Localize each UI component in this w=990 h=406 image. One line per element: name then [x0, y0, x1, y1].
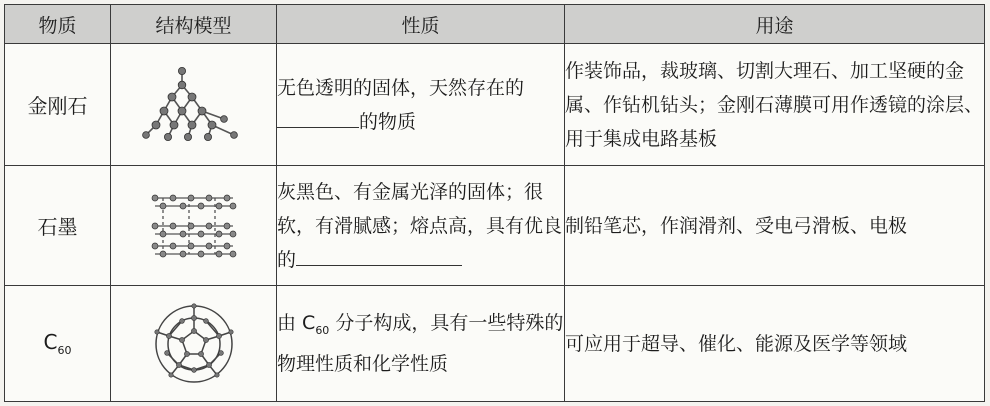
header-substance: 物质	[5, 5, 111, 44]
c60-structure-icon	[151, 301, 237, 387]
header-row	[5, 5, 985, 44]
substance-name: 石墨	[5, 166, 111, 286]
header-uses: 用途	[565, 5, 985, 44]
substance-name: $C_{60}$	[5, 286, 111, 402]
property-text-end: 的物质	[359, 110, 417, 133]
properties-cell	[277, 44, 565, 166]
uses-cell: 可应用于超导、催化、能源及医学等领域	[565, 286, 985, 402]
table-row-c60	[5, 286, 985, 402]
fill-in-blank[interactable]	[277, 105, 359, 128]
carbon-allotropes-table	[4, 4, 985, 402]
header-structure-model: 结构模型	[111, 5, 277, 44]
graphite-structure-icon	[149, 188, 239, 264]
property-text: 无色透明的固体，天然存在的	[277, 76, 525, 99]
structure-model-cell	[111, 44, 277, 166]
uses-cell: 作装饰品，裁玻璃、切割大理石、加工坚硬的金属、作钻机钻头；金刚石薄膜可用作透镜的涂层、用于集成电路基板	[565, 44, 985, 166]
property-text: 灰黑色、有金属光泽的固体；很软，有滑腻感；熔点高，具有优良的	[277, 180, 563, 271]
properties-cell: 由 $C_{60}$ 分子构成，具有一些特殊的物理性质和化学性质	[277, 286, 565, 402]
substance-name: 金刚石	[5, 44, 111, 166]
structure-model-cell	[111, 286, 277, 402]
structure-model-cell	[111, 166, 277, 286]
uses-cell: 制铅笔芯，作润滑剂、受电弓滑板、电极	[565, 166, 985, 286]
header-properties: 性质	[277, 5, 565, 44]
properties-cell	[277, 166, 565, 286]
fill-in-blank[interactable]	[296, 243, 462, 266]
diamond-structure-icon	[142, 63, 246, 147]
table-row-graphite	[5, 166, 985, 286]
table-row-diamond	[5, 44, 985, 166]
